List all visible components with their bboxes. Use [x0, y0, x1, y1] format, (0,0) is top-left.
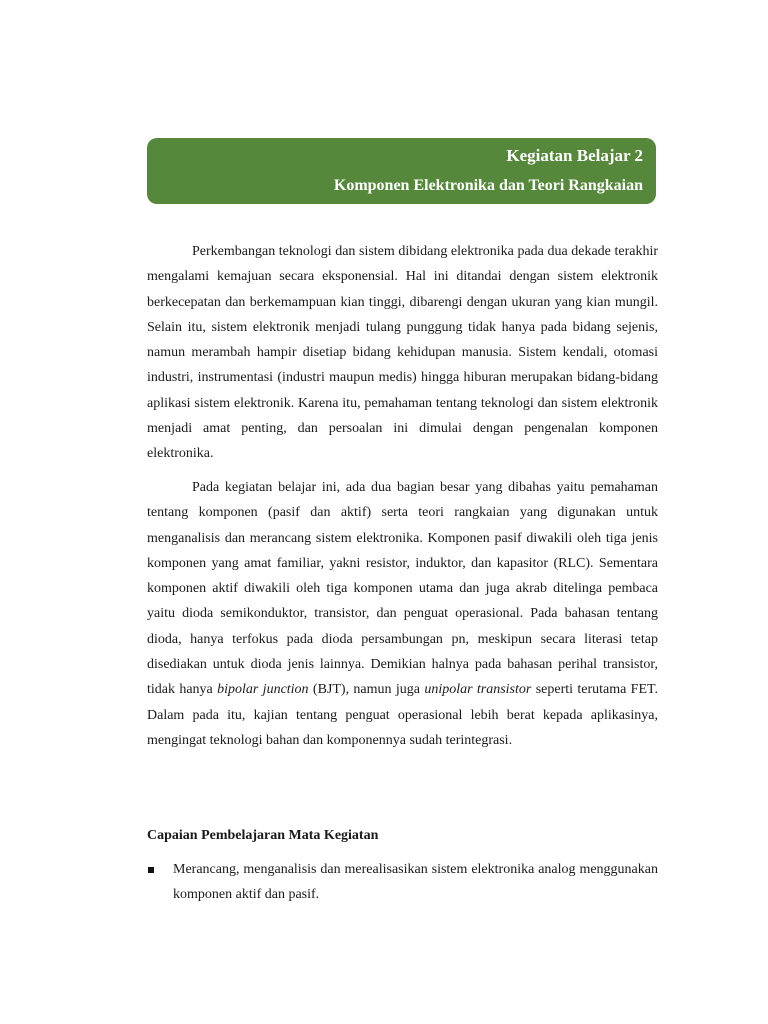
- intro-paragraph-text: Perkembangan teknologi dan sistem dibidang elektronika pada dua dekade terakhir mengalami kemajuan secara eksponensial. Hal ini ditandai dengan sistem elektronik berkecepatan dan berkemampuan kian tinggi, dibarengi dengan ukuran yang kian mungil. Selain itu, sistem elektronik menjadi tulang punggung tidak hanya pada bidang sejenis, namun merambah hampir disetiap bidang kehidupan manusia. Sistem kendali, otomasi industri, instrumentasi (industri maupun medis) hingga hiburan merupakan bidang-bidang aplikasi sistem elektronik. Karena itu, pemahaman tentang teknologi dan sistem elektronik menjadi amat penting, dan persoalan ini dimulai dengan pengenalan komponen elektronika.: [147, 244, 658, 462]
- chapter-number-title: Kegiatan Belajar 2: [506, 146, 643, 165]
- scope-paragraph-text-3: seperti terutama FET. Dalam pada itu, kajian tentang penguat operasional lebih berat kepada aplikasinya, mengingat teknologi bahan dan komponennya sudah terintegrasi.: [147, 682, 659, 748]
- scope-paragraph-text-2: (BJT), namun juga: [312, 682, 420, 698]
- chapter-topic-title: Komponen Elektronika dan Teori Rangkaian: [333, 177, 643, 194]
- intro-paragraph: [147, 239, 658, 467]
- italic-term-unipolar-transistor: unipolar transistor: [424, 682, 532, 698]
- square-bullet-icon: [148, 867, 154, 873]
- learning-outcomes-heading: Capaian Pembelajaran Mata Kegiatan: [147, 828, 379, 843]
- learning-outcomes-list: [147, 857, 658, 908]
- italic-term-bipolar-junction: bipolar junction: [217, 682, 309, 698]
- list-item: [147, 857, 658, 908]
- list-item-text: Merancang, menganalisis dan merealisasikan sistem elektronika analog menggunakan komponen aktif dan pasif.: [173, 862, 658, 903]
- scope-paragraph: [147, 475, 658, 753]
- scope-paragraph-text-1: Pada kegiatan belajar ini, ada dua bagian besar yang dibahas yaitu pemahaman tentang komponen (pasif dan aktif) serta teori rangkaian yang digunakan untuk menganalisis dan merancang sistem elektronika. Komponen pasif diwakili oleh tiga jenis komponen yang amat familiar, yakni resistor, induktor, dan kapasitor (RLC). Sementara komponen aktif diwakili oleh tiga komponen utama dan juga akrab ditelinga pembaca yaitu dioda semikonduktor, transistor, dan penguat operasional. Pada bahasan tentang dioda, hanya terfokus pada dioda persambungan pn, meskipun secara literasi tetap disediakan untuk dioda jenis lainnya. Demikian halnya pada bahasan perihal transistor, tidak hanya: [147, 480, 658, 698]
- chapter-header-banner: [147, 138, 656, 204]
